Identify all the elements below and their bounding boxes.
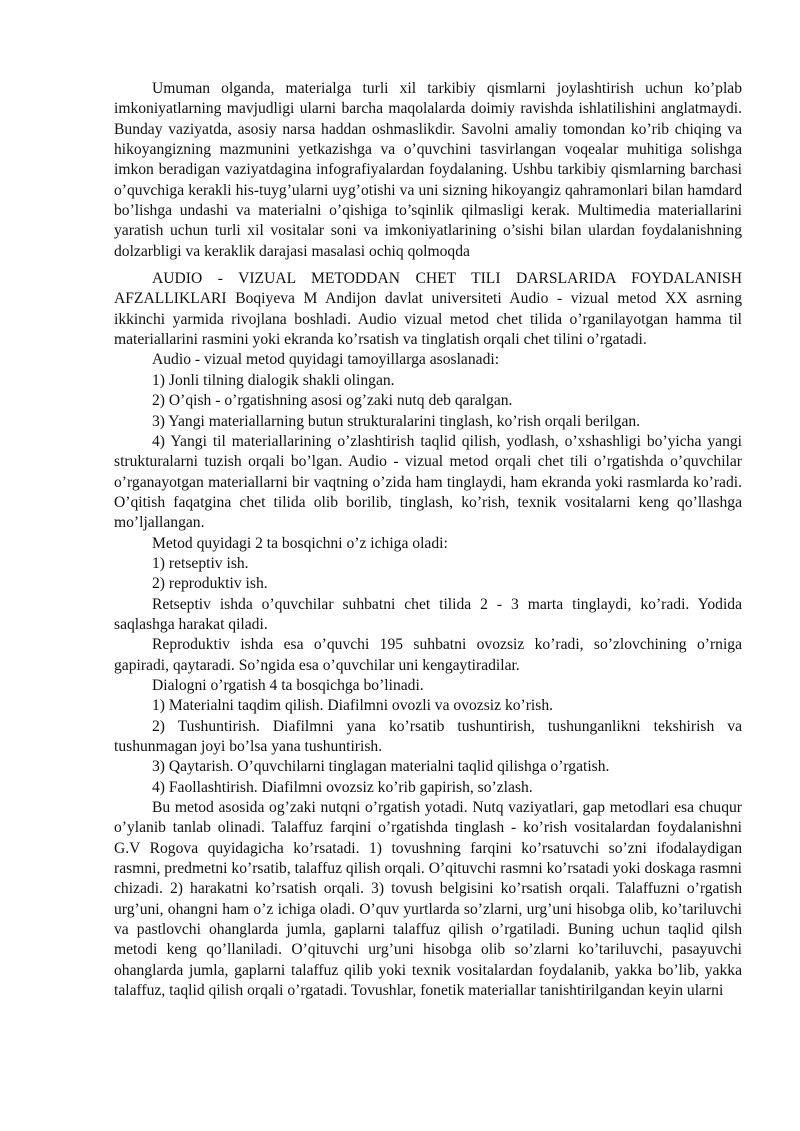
paragraph-principles-intro: Audio - vizual metod quyidagi tamoyillarga asoslanadi:: [152, 351, 500, 369]
list-item-dialogue-3: 3) Qaytarish. O’quvchilarni tinglagan materialni taqlid qilishga o’rgatish.: [152, 758, 610, 776]
list-item-principle-3: 3) Yangi materiallarning butun strukturalarini tinglash, ko’rish orqali berilgan.: [152, 412, 641, 430]
list-item-stage-2: 2) reproduktiv ish.: [152, 575, 268, 593]
list-item-principle-4: 4) Yangi til materiallarining o’zlashtirish taqlid qilish, yodlash, o’xshashligi bo’yicha yangi strukturalarni tuzish orqali bo’lgan. Audio - vizual metod orqali chet tili o’rgatishda o’quvchilar o’rganayotgan materiallarni bir vaqtning o’zida ham tinglaydi, ham ekranda yoki rasmlarda ko’radi. O’qitish faqatgina chet tilida olib borilib, tinglash, ko’rish, texnik vositalarni keng qo’llashga mo’ljallangan.: [114, 432, 742, 532]
paragraph-pronunciation: Bu metod asosida og’zaki nutqni o’rgatish yotadi. Nutq vaziyatlari, gap metodlari esa chuqur o’ylanib tanlab olinadi. Talaffuz farqini o’rgatishda tinglash - ko’rish vositalardan foydalanishni G.V Rogova quyidagicha ko’rsatadi. 1) tovushning farqini ko’rsatuvchi so’zni ifodalaydigan rasmni, predmetni ko’rsatib, talaffuz qilish orqali. O’qituvchi rasmni ko’rsatadi yoki doskaga rasmni chizadi. 2) harakatni ko’rsatish orqali. 3) tovush belgisini ko’rsatish orqali. Talaffuzni o’rgatish urg’uni, ohangni ham o’z ichiga oladi. O’quv yurtlarda so’zlarni, urg’uni hisobga olib, ko’tariluvchi va pastlovchi ohanglarda jumla, gaplarni talaffuz qilish o’rgatiladi. Buning uchun taqlid qilsh metodi keng qo’llaniladi. O’qituvchi urg’uni hisobga olib so’zlarni ko’tariluvchi, pasayuvchi ohanglarda jumla, gaplarni talaffuz qilib yoki texnik vositalardan foydalanib, yakka bo’lib, yakka talaffuz, taqlid qilish orqali o’rgatadi. Tovushlar, fonetik materiallar tanishtirilgandan keyin ularni: [114, 799, 742, 1000]
list-item-dialogue-1: 1) Materialni taqdim qilish. Diafilmni ovozli va ovozsiz ko’rish.: [152, 697, 554, 715]
paragraph-article-title: AUDIO - VIZUAL METODDAN CHET TILI DARSLARIDA FOYDALANISH AFZALLIKLARI Boqiyeva M Andijon davlat universiteti Audio - vizual metod XX asrning ikkinchi yarmida rivojlana boshladi. Audio vizual metod chet tilida o’rganilayotgan hamma til materiallarini rasmini yoki ekranda ko’rsatish va tinglatish orqali chet tilini o’rgatadi.: [114, 270, 742, 349]
list-item-dialogue-2: 2) Tushuntirish. Diafilmni yana ko’rsatib tushuntirish, tushunganlikni tekshirish va tushunmagan joyi bo’lsa yana tushuntirish.: [114, 717, 742, 755]
list-item-principle-2: 2) O’qish - o’rgatishning asosi og’zaki nutq deb qaralgan.: [152, 392, 513, 410]
paragraph-stages-intro: Metod quyidagi 2 ta bosqichni o’z ichiga oladi:: [152, 534, 448, 552]
paragraph-receptive: Retseptiv ishda o’quvchilar suhbatni chet tilida 2 - 3 marta tinglaydi, ko’radi. Yodida saqlashga harakat qiladi.: [114, 595, 742, 633]
list-item-stage-1: 1) retseptiv ish.: [152, 554, 249, 572]
list-item-dialogue-4: 4) Faollashtirish. Diafilmni ovozsiz ko’rib gapirish, so’zlash.: [152, 778, 533, 796]
paragraph-reproductive: Reproduktiv ishda esa o’quvchi 195 suhbatni ovozsiz ko’radi, so’zlovchining o’rniga gapiradi, qaytaradi. So’ngida esa o’quvchilar uni kengaytiradilar.: [114, 636, 742, 674]
list-item-principle-1: 1) Jonli tilning dialogik shakli olingan.: [152, 371, 395, 389]
document-page: [114, 79, 742, 1001]
paragraph-dialogue-intro: Dialogni o’rgatish 4 ta bosqichga bo’linadi.: [152, 676, 424, 694]
paragraph-intro: Umuman olganda, materialga turli xil tarkibiy qismlarni joylashtirish uchun ko’plab imkoniyatlarning mavjudligi ularni barcha maqolalarda doimiy ravishda ishlatilishini anglatmaydi. Bunday vaziyatda, asosiy narsa haddan oshmaslikdir. Savolni amaliy tomondan ko’rib chiqing va hikoyangizning mazmunini yetkazishga va o’quvchini tasvirlangan voqealar muhitiga solishga imkon beradigan vaziyatdagina infografiyalardan foydalaning. Ushbu tarkibiy qismlarning barchasi o’quvchiga kerakli his-tuyg’ularni uyg’otishi va uni sizning hikoyangiz qahramonlari bilan hamdard bo’lishga undashi va materialni o’qishiga to’sqinlik qilmasligi kerak. Multimedia materiallarini yaratish uchun turli xil vositalar soni va imkoniyatlarining o’sishi bilan ulardan foydalanishning dolzarbligi va keraklik darajasi masalasi ochiq qolmoqda: [114, 80, 742, 260]
